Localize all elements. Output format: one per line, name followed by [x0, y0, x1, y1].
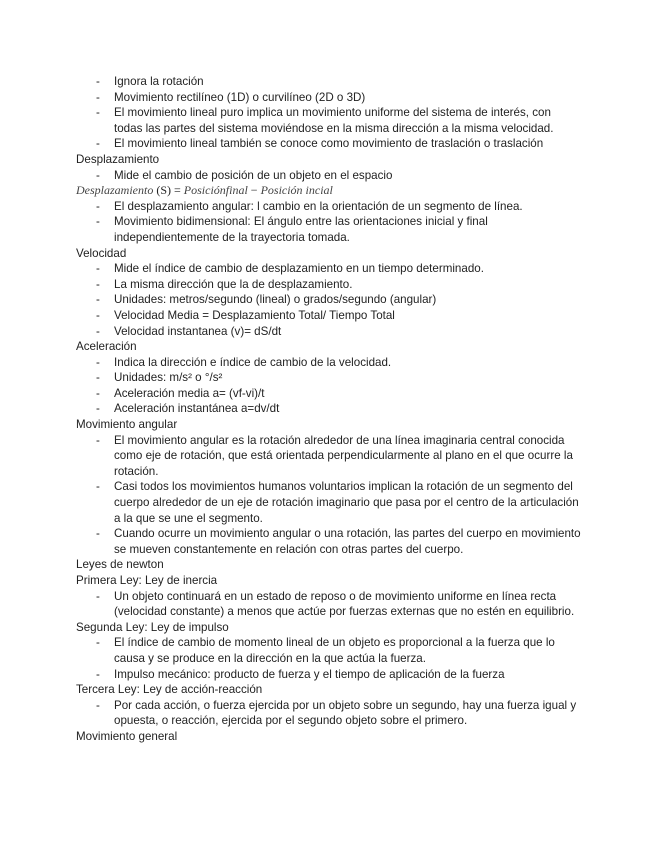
heading-movimiento-angular: Movimiento angular	[76, 418, 178, 432]
bullet-list-primera-ley	[76, 589, 581, 620]
list-item: - La misma dirección que la de desplazamiento.	[76, 277, 581, 293]
displacement-formula	[76, 183, 581, 199]
bullet-list-movimiento-angular	[76, 433, 581, 558]
list-item: - El movimiento lineal puro implica un movimiento uniforme del sistema de interés, con todas las partes del sistema moviéndose en la misma dirección a la misma velocidad.	[76, 105, 581, 136]
heading-segunda-ley: Segunda Ley: Ley de impulso	[76, 620, 229, 634]
heading-leyes-de-newton: Leyes de newton	[76, 558, 164, 572]
list-item: - Velocidad Media = Desplazamiento Total/ Tiempo Total	[76, 308, 581, 324]
bullet-list-linear-motion	[76, 74, 581, 152]
list-item: - Indica la dirección e índice de cambio de la velocidad.	[76, 355, 581, 371]
list-item: - Mide el índice de cambio de desplazamiento en un tiempo determinado.	[76, 261, 581, 277]
list-item: - Por cada acción, o fuerza ejercida por un objeto sobre un segundo, hay una fuerza igual y opuesta, o reacción, ejercida por el segundo objeto sobre el primero.	[76, 698, 581, 729]
list-item: - Movimiento rectilíneo (1D) o curvilíneo (2D o 3D)	[76, 90, 581, 106]
heading-desplazamiento: Desplazamiento	[76, 152, 160, 166]
bullet-list-aceleracion	[76, 355, 581, 417]
bullet-list-tercera-ley	[76, 698, 581, 729]
heading-velocidad: Velocidad	[76, 246, 127, 260]
list-item: - Unidades: m/s² o °/s²	[76, 370, 581, 386]
list-item: - Velocidad instantanea (v)= dS/dt	[76, 324, 581, 340]
list-item: - Impulso mecánico: producto de fuerza y el tiempo de aplicación de la fuerza	[76, 667, 581, 683]
list-item: - El movimiento lineal también se conoce como movimiento de traslación o traslación	[76, 136, 581, 152]
bullet-list-segunda-ley	[76, 635, 581, 682]
bullet-list-angular-displacement	[76, 199, 581, 246]
heading-aceleracion: Aceleración	[76, 340, 137, 354]
list-item: - Mide el cambio de posición de un objeto en el espacio	[76, 168, 581, 184]
list-item: - Unidades: metros/segundo (lineal) o grados/segundo (angular)	[76, 292, 581, 308]
list-item: - Un objeto continuará en un estado de reposo o de movimiento uniforme en línea recta (velocidad constante) a menos que actúe por fuerzas externas que no estén en equilibrio.	[76, 589, 581, 620]
bullet-list-velocidad	[76, 261, 581, 339]
formula-term-initial: Posición incial	[260, 183, 333, 198]
list-item: - El movimiento angular es la rotación alrededor de una línea imaginaria central conocida como eje de rotación, que está orientada perpendicularmente al plano en el que ocurre la rotación.	[76, 433, 581, 480]
list-item: - El desplazamiento angular: l cambio en la orientación de un segmento de línea.	[76, 199, 581, 215]
list-item: - Ignora la rotación	[76, 74, 581, 90]
document-content	[76, 74, 581, 745]
formula-minus: −	[247, 183, 261, 198]
list-item: - Aceleración instantánea a=dv/dt	[76, 401, 581, 417]
heading-tercera-ley: Tercera Ley: Ley de acción-reacción	[76, 683, 263, 697]
list-item: - Casi todos los movimientos humanos voluntarios implican la rotación de un segmento del cuerpo alrededor de un eje de rotación imaginario que pasa por el centro de la articulación a la que se une el segmento.	[76, 479, 581, 526]
list-item: - Aceleración media a= (vf-vi)/t	[76, 386, 581, 402]
list-item: - El índice de cambio de momento lineal de un objeto es proporcional a la fuerza que lo causa y se produce en la dirección en la que actúa la fuerza.	[76, 635, 581, 666]
bullet-list-desplazamiento	[76, 168, 581, 184]
formula-equals: =	[171, 183, 184, 198]
list-item: - Movimiento bidimensional: El ángulo entre las orientaciones inicial y final independientemente de la trayectoria tomada.	[76, 214, 581, 245]
heading-movimiento-general: Movimiento general	[76, 729, 178, 743]
formula-symbol: (S)	[156, 183, 171, 198]
heading-primera-ley: Primera Ley: Ley de inercia	[76, 574, 218, 587]
formula-lhs: Desplazamiento	[76, 183, 154, 198]
formula-term-final: Posiciónfinal	[183, 183, 248, 198]
list-item: - Cuando ocurre un movimiento angular o una rotación, las partes del cuerpo en movimiento se mueven constantemente en relación con otras partes del cuerpo.	[76, 526, 581, 557]
